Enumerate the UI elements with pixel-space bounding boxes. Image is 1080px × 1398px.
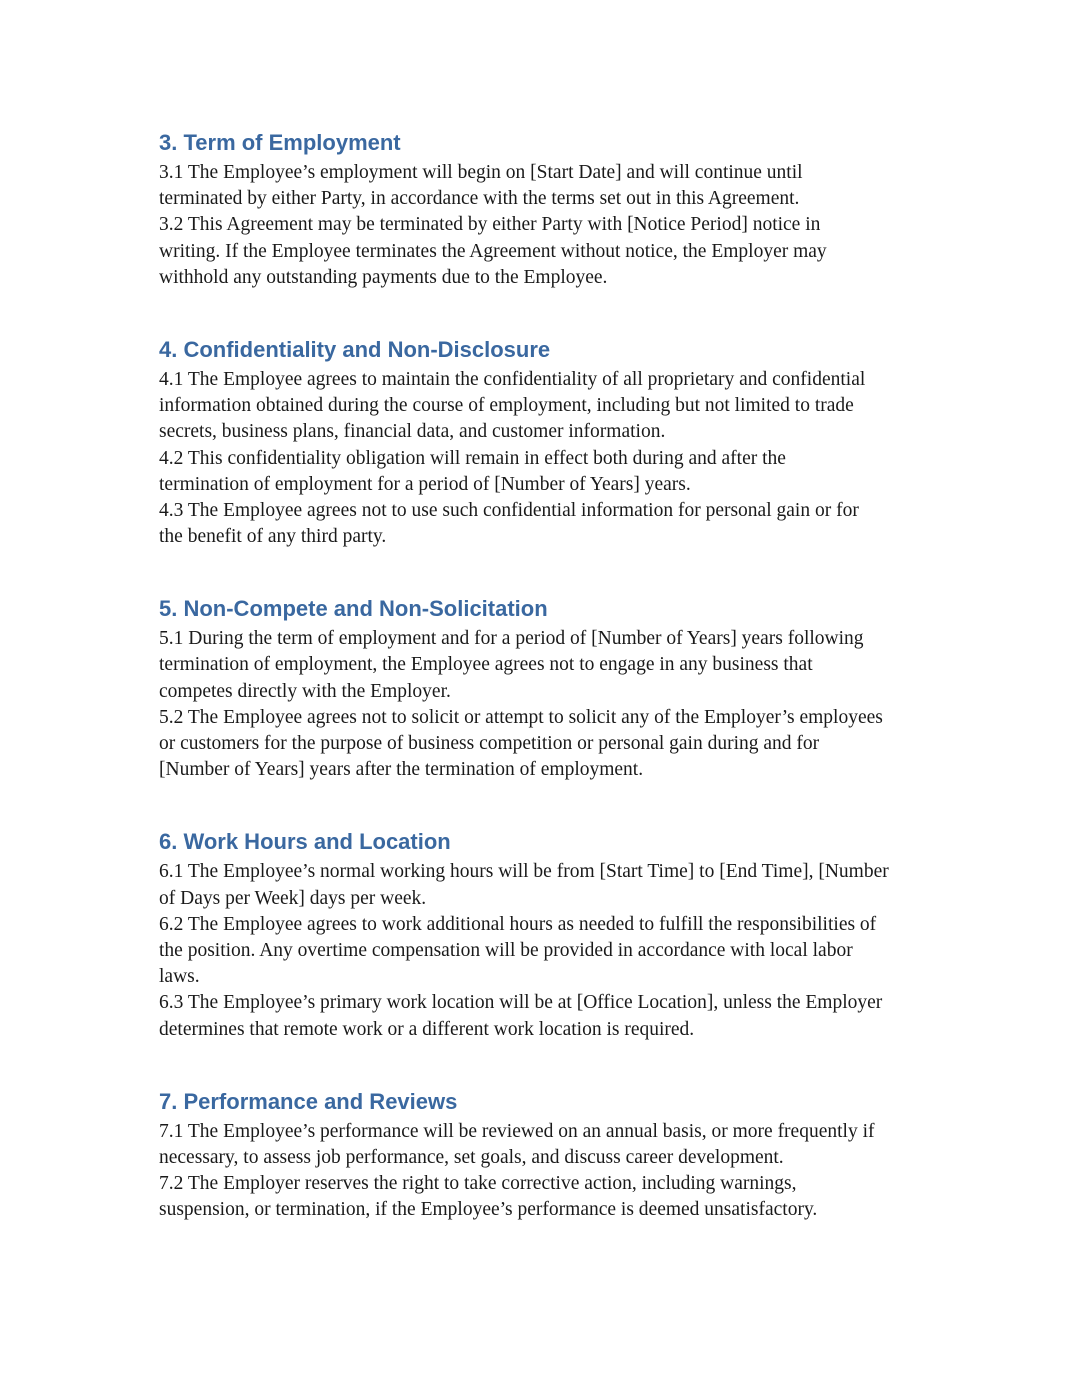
- body-text-line: 6.1 The Employee’s normal working hours will be from [Start Time] to [End Time], [Number: [159, 861, 889, 883]
- body-text-line: 3.2 This Agreement may be terminated by either Party with [Notice Period] notice in: [159, 214, 821, 236]
- body-text-line: 7.1 The Employee’s performance will be reviewed on an annual basis, or more frequently if: [159, 1120, 875, 1142]
- body-text-line: competes directly with the Employer.: [159, 680, 451, 702]
- body-text-line: 5.1 During the term of employment and for a period of [Number of Years] years following: [159, 628, 864, 650]
- body-text-line: secrets, business plans, financial data, and customer information.: [159, 421, 666, 443]
- document-page: [159, 128, 959, 1267]
- body-text-line: [Number of Years] years after the termination of employment.: [159, 759, 644, 781]
- body-text-line: or customers for the purpose of business competition or personal gain during and for: [159, 733, 820, 754]
- body-text-line: 4.2 This confidentiality obligation will remain in effect both during and after the: [159, 447, 786, 469]
- body-text-line: the benefit of any third party.: [159, 526, 387, 548]
- body-text-line: 6.3 The Employee’s primary work location will be at [Office Location], unless the Employer: [159, 992, 883, 1014]
- body-text-line: 4.3 The Employee agrees not to use such confidential information for personal gain or for: [159, 499, 859, 521]
- body-text-line: 6.2 The Employee agrees to work additional hours as needed to fulfill the responsibilities of: [159, 913, 877, 935]
- body-text-line: suspension, or termination, if the Employee’s performance is deemed unsatisfactory.: [159, 1199, 818, 1221]
- section-heading: 5. Non-Compete and Non-Solicitation: [159, 596, 548, 622]
- body-text-line: the position. Any overtime compensation will be provided in accordance with local labor: [159, 939, 853, 961]
- body-text-line: 5.2 The Employee agrees not to solicit or attempt to solicit any of the Employer’s employees: [159, 706, 883, 728]
- section: [159, 1087, 959, 1224]
- section-heading: 4. Confidentiality and Non-Disclosure: [159, 336, 551, 362]
- body-text-line: writing. If the Employee terminates the Agreement without notice, the Employer may: [159, 240, 827, 262]
- body-text-line: 3.1 The Employee’s employment will begin on [Start Date] and will continue until: [159, 162, 803, 183]
- section-heading: 3. Term of Employment: [159, 130, 401, 155]
- body-text-line: termination of employment for a period of [Number of Years] years.: [159, 473, 691, 495]
- body-text-line: information obtained during the course of employment, including but not limited to trade: [159, 395, 854, 417]
- body-text-line: of Days per Week] days per week.: [159, 887, 427, 909]
- body-text-line: determines that remote work or a different work location is required.: [159, 1018, 695, 1040]
- section: [159, 128, 959, 291]
- body-text-line: necessary, to assess job performance, set goals, and discuss career development.: [159, 1146, 784, 1168]
- section: [159, 827, 959, 1042]
- body-text-line: 7.2 The Employer reserves the right to take corrective action, including warnings,: [159, 1173, 797, 1195]
- section: [159, 335, 959, 550]
- section: [159, 594, 959, 783]
- body-text-line: terminated by either Party, in accordance with the terms set out in this Agreement.: [159, 188, 800, 210]
- body-text-line: laws.: [159, 966, 200, 988]
- section-heading: 6. Work Hours and Location: [159, 829, 451, 855]
- body-text-line: withhold any outstanding payments due to the Employee.: [159, 266, 608, 288]
- body-text-line: termination of employment, the Employee agrees not to engage in any business that: [159, 654, 813, 676]
- body-text-line: 4.1 The Employee agrees to maintain the confidentiality of all proprietary and confidential: [159, 368, 866, 390]
- section-heading: 7. Performance and Reviews: [159, 1088, 458, 1114]
